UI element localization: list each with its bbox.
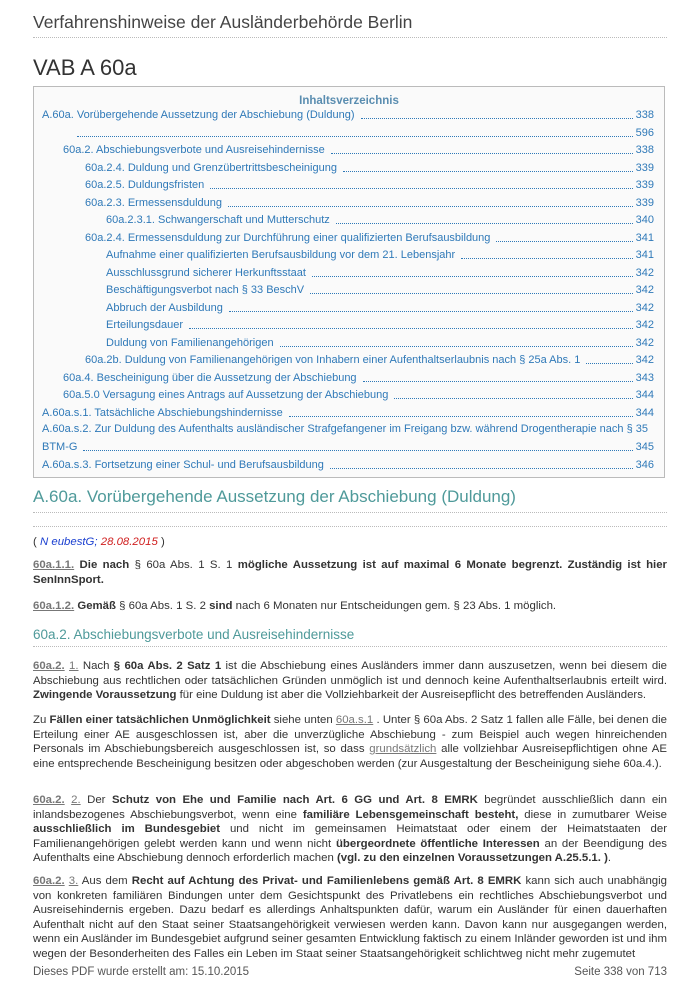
subsection-divider xyxy=(33,646,667,647)
paragraph-60a-2-1-cont: Zu Fällen einer tatsächlichen Unmöglichkeit siehe unten 60a.s.1 . Unter § 60a Abs. 2 Satz 1 fallen alle Fälle, bei denen die Erteilung einer AE ausgeschlossen ist, aber die unverzügliche Abschiebung - zum Beispiel auch wegen hinreichenden Personals im Abschiebungsbereich ausgeschlossen ist, so dass grundsätzlich alle vollziehbar Ausreisepflichtigen ohne AE eine entsprechende Bescheinigung besitzen oder abgeschoben werden (zur Ausgestaltung der Bescheinigung siehe 60a.4.). xyxy=(33,714,668,770)
toc-entry[interactable]: BTM-G 345 xyxy=(42,441,654,453)
paragraph-60a-1-1: 60a.1.1. Die nach § 60a Abs. 1 S. 1 mögliche Aussetzung ist auf maximal 6 Monate begrenzt. Zuständig ist hier SenInnSport. xyxy=(33,559,667,586)
toc-entry[interactable]: Erteilungsdauer 342 xyxy=(106,319,654,331)
toc-entry[interactable]: 596 xyxy=(71,126,654,141)
toc-entry[interactable]: 60a.2b. Duldung von Familienangehörigen von Inhabern einer Aufenthaltserlaubnis nach § 25a Abs. 1 342 xyxy=(85,354,654,366)
paragraph-60a-2-3: 60a.2. 3. Aus dem Recht auf Achtung des Privat- und Familienlebens gemäß Art. 8 EMRK kann sich auch unabhängig von konkreten familiären Bindungen unter dem Gesichtspunkt des Privatlebens ein rechtliches Abschiebungsverbot und Ausreisehindernis ergeben. Dazu bedarf es allerdings Anhaltspunkten dafür, warum ein Ausländer für einen dauerhaften Aufenthalt nicht auf den Staat seiner Staatsangehörigkeit verwiesen werden kann. Davon kann nur ausgegangen werden, wenn ein Ausländer im Bundesgebiet aufgrund seiner gesamten Entwicklung faktisch zu einem Inländer geworden ist und ihm wegen der Besonderheiten des Falles ein Leben im Staat seiner Staatsangehörigkeit schlichtweg nicht mehr zugemutet xyxy=(33,875,667,960)
header-divider xyxy=(33,37,667,38)
toc-entry[interactable]: 60a.4. Bescheinigung über die Aussetzung der Abschiebung 343 xyxy=(63,372,654,384)
toc-entry[interactable]: Duldung von Familienangehörigen 342 xyxy=(106,337,654,349)
toc-entry-line1[interactable]: A.60a.s.2. Zur Duldung des Aufenthalts ausländischer Strafgefangener im Freigang bzw. während Drogentherapie nach § 35 xyxy=(42,423,648,435)
footer-created: Dieses PDF wurde erstellt am: 15.10.2015 xyxy=(33,966,250,978)
toc-entry[interactable]: A.60a.s.3. Fortsetzung einer Schul- und Berufsausbildung 346 xyxy=(42,459,654,471)
toc-entry[interactable]: 60a.5.0 Versagung eines Antrags auf Aussetzung der Abschiebung 344 xyxy=(63,389,654,401)
toc-entry[interactable]: A.60a.s.1. Tatsächliche Abschiebungshindernisse 344 xyxy=(42,407,654,419)
toc-entry[interactable]: Ausschlussgrund sicherer Herkunftsstaat 342 xyxy=(106,267,654,279)
toc-entry[interactable]: 60a.2.5. Duldungsfristen 339 xyxy=(85,179,654,191)
section-divider xyxy=(33,512,667,513)
toc-heading: Inhaltsverzeichnis xyxy=(299,95,399,107)
section-divider-2 xyxy=(33,526,667,527)
section-title: A.60a. Vorübergehende Aussetzung der Abschiebung (Duldung) xyxy=(33,487,516,506)
link-grundsaetzlich[interactable]: grundsätzlich xyxy=(369,743,437,756)
toc-entry[interactable]: 60a.2.3. Ermessensduldung 339 xyxy=(85,197,654,209)
footer-page: Seite 338 von 713 xyxy=(574,966,667,978)
document-title: VAB A 60a xyxy=(33,55,137,80)
subsection-title: 60a.2. Abschiebungsverbote und Ausreisehindernisse xyxy=(33,627,355,642)
paragraph-60a-1-2: 60a.1.2. Gemäß § 60a Abs. 1 S. 2 sind nach 6 Monaten nur Entscheidungen gem. § 23 Abs. 1 möglich. xyxy=(33,600,557,612)
toc-entry[interactable]: Aufnahme einer qualifizierten Berufsausbildung vor dem 21. Lebensjahr 341 xyxy=(106,249,654,261)
toc-entry[interactable]: A.60a. Vorübergehende Aussetzung der Abschiebung (Duldung) 338 xyxy=(42,109,654,121)
toc-entry[interactable]: 60a.2.4. Duldung und Grenzübertrittsbescheinigung 339 xyxy=(85,162,654,174)
change-note: ( N eubestG; 28.08.2015 ) xyxy=(33,536,165,548)
toc-entry[interactable]: Abbruch der Ausbildung 342 xyxy=(106,302,654,314)
paragraph-60a-2-1: 60a.2. 1. Nach § 60a Abs. 2 Satz 1 ist die Abschiebung eines Ausländers immer dann auszusetzen, wenn bei diesem die Abschiebung aus rechtlichen oder tatsächlichen Gründen unmöglich ist und dennoch keine Aufenthaltserlaubnis erteilt wird. Zwingende Voraussetzung für eine Duldung ist aber die Vollziehbarkeit der Ausreisepflicht des betreffenden Ausländers. xyxy=(33,660,668,702)
table-of-contents xyxy=(33,86,665,478)
toc-entry[interactable]: 60a.2.4. Ermessensduldung zur Durchführung einer qualifizierten Berufsausbildung 341 xyxy=(85,232,654,244)
toc-entry[interactable]: 60a.2.3.1. Schwangerschaft und Mutterschutz 340 xyxy=(106,214,654,226)
toc-entry[interactable]: Beschäftigungsverbot nach § 33 BeschV 342 xyxy=(106,284,654,296)
paragraph-60a-2-2: 60a.2. 2. Der Schutz von Ehe und Familie nach Art. 6 GG und Art. 8 EMRK begründet ausschließlich dann ein inlandsbezogenes Abschiebungsverbot, wenn eine familiäre Lebensgemeinschaft besteht, diese in zumutbarer Weise ausschließlich im Bundesgebiet und nicht im gemeinsamen Heimatstaat oder einem der Heimatstaaten der Familienangehörigen gelebt werden kann und wenn nicht übergeordnete öffentliche Interessen an der Beendigung des Aufenthalts eine Abschiebung dennoch erforderlich machen (vgl. zu den einzelnen Voraussetzungen A.25.5.1. ). xyxy=(33,794,668,865)
toc-entry[interactable]: 60a.2. Abschiebungsverbote und Ausreisehindernisse 338 xyxy=(63,144,654,156)
site-title: Verfahrenshinweise der Ausländerbehörde Berlin xyxy=(33,12,413,32)
link-60a-s-1[interactable]: 60a.s.1 xyxy=(335,714,374,726)
